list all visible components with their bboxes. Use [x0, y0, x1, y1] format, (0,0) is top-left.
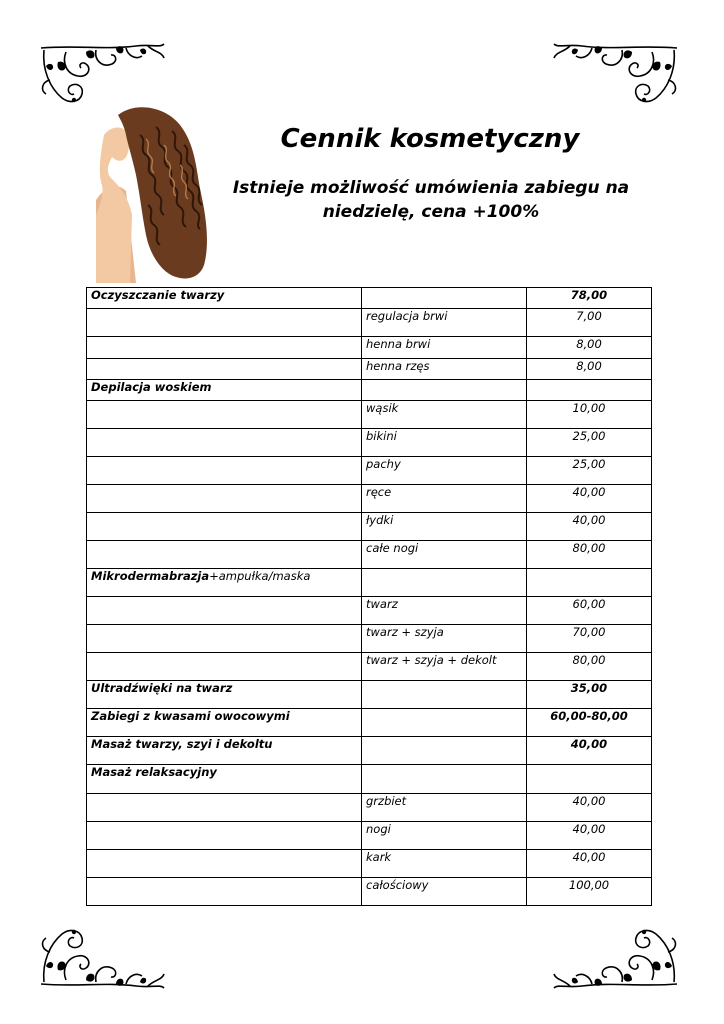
- service-cell: całościowy: [362, 878, 527, 906]
- price-cell: 25,00: [527, 457, 652, 485]
- category-cell: [87, 737, 362, 765]
- service-cell: całe nogi: [362, 541, 527, 569]
- service-cell: pachy: [362, 457, 527, 485]
- price-cell: 40,00: [527, 485, 652, 513]
- woman-curly-hair-portrait: [96, 105, 211, 283]
- category-cell: [87, 681, 362, 709]
- category-cell: [87, 429, 362, 457]
- category-cell: [87, 709, 362, 737]
- service-cell: twarz + szyja + dekolt: [362, 653, 527, 681]
- price-cell: 40,00: [527, 737, 652, 765]
- table-row: [87, 541, 652, 569]
- category-label: Ultradźwięki na twarz: [91, 681, 233, 695]
- service-cell: [362, 380, 527, 401]
- service-cell: [362, 765, 527, 794]
- floral-swirl-icon: [36, 922, 166, 992]
- table-row: [87, 737, 652, 765]
- price-cell: 100,00: [527, 878, 652, 906]
- table-row: [87, 429, 652, 457]
- service-cell: łydki: [362, 513, 527, 541]
- category-cell: [87, 485, 362, 513]
- price-cell: 25,00: [527, 429, 652, 457]
- table-row: [87, 485, 652, 513]
- table-row: [87, 822, 652, 850]
- price-cell: 40,00: [527, 850, 652, 878]
- price-cell: 35,00: [527, 681, 652, 709]
- price-cell: 40,00: [527, 794, 652, 822]
- price-cell: 7,00: [527, 309, 652, 337]
- price-cell: 78,00: [527, 288, 652, 309]
- table-row: [87, 513, 652, 541]
- service-cell: bikini: [362, 429, 527, 457]
- category-cell: [87, 878, 362, 906]
- category-cell: [87, 541, 362, 569]
- category-label: Masaż relaksacyjny: [91, 765, 217, 779]
- price-cell: [527, 380, 652, 401]
- table-row: [87, 850, 652, 878]
- service-cell: ręce: [362, 485, 527, 513]
- category-cell: [87, 794, 362, 822]
- category-cell: [87, 380, 362, 401]
- service-cell: nogi: [362, 822, 527, 850]
- table-row: [87, 380, 652, 401]
- price-cell: 60,00-80,00: [527, 709, 652, 737]
- category-cell: [87, 401, 362, 429]
- price-cell: 70,00: [527, 625, 652, 653]
- service-cell: [362, 288, 527, 309]
- price-cell: 40,00: [527, 822, 652, 850]
- price-cell: 10,00: [527, 401, 652, 429]
- page-subtitle: Istnieje możliwość umówienia zabiegu na niedzielę, cena +100%: [232, 178, 630, 222]
- table-row: [87, 359, 652, 380]
- service-cell: [362, 737, 527, 765]
- price-cell: 8,00: [527, 359, 652, 380]
- price-cell: 80,00: [527, 541, 652, 569]
- service-cell: [362, 569, 527, 597]
- category-cell: [87, 597, 362, 625]
- category-cell: [87, 850, 362, 878]
- table-row: [87, 709, 652, 737]
- table-row: [87, 401, 652, 429]
- category-cell: [87, 309, 362, 337]
- category-label: Masaż twarzy, szyi i dekoltu: [91, 737, 273, 751]
- category-cell: [87, 288, 362, 309]
- service-cell: regulacja brwi: [362, 309, 527, 337]
- table-row: [87, 878, 652, 906]
- price-cell: 80,00: [527, 653, 652, 681]
- price-cell: 8,00: [527, 337, 652, 359]
- price-table: [86, 287, 652, 906]
- category-label: Mikrodermabrazja: [91, 569, 210, 583]
- price-cell: [527, 569, 652, 597]
- table-row: [87, 681, 652, 709]
- service-cell: wąsik: [362, 401, 527, 429]
- service-cell: grzbiet: [362, 794, 527, 822]
- category-cell: [87, 569, 362, 597]
- service-cell: [362, 681, 527, 709]
- table-row: [87, 653, 652, 681]
- category-label: Zabiegi z kwasami owocowymi: [91, 709, 290, 723]
- category-cell: [87, 653, 362, 681]
- floral-swirl-icon: [36, 40, 166, 110]
- table-row: [87, 309, 652, 337]
- price-cell: 60,00: [527, 597, 652, 625]
- table-row: [87, 625, 652, 653]
- category-cell: [87, 457, 362, 485]
- service-cell: henna rzęs: [362, 359, 527, 380]
- category-cell: [87, 513, 362, 541]
- floral-swirl-icon: [552, 40, 682, 110]
- category-cell: [87, 359, 362, 380]
- price-cell: 40,00: [527, 513, 652, 541]
- category-cell: [87, 822, 362, 850]
- table-row: [87, 569, 652, 597]
- service-cell: kark: [362, 850, 527, 878]
- table-row: [87, 794, 652, 822]
- table-row: [87, 597, 652, 625]
- service-cell: [362, 709, 527, 737]
- category-label: Oczyszczanie twarzy: [91, 288, 225, 302]
- page-title: Cennik kosmetyczny: [280, 124, 580, 154]
- service-cell: twarz: [362, 597, 527, 625]
- service-cell: twarz + szyja: [362, 625, 527, 653]
- table-row: [87, 337, 652, 359]
- service-cell: henna brwi: [362, 337, 527, 359]
- floral-swirl-icon: [552, 922, 682, 992]
- table-row: [87, 457, 652, 485]
- category-label: Depilacja woskiem: [91, 380, 212, 394]
- price-cell: [527, 765, 652, 794]
- table-row: [87, 765, 652, 794]
- table-row: [87, 288, 652, 309]
- category-cell: [87, 765, 362, 794]
- category-cell: [87, 625, 362, 653]
- category-cell: [87, 337, 362, 359]
- category-suffix: +ampułka/maska: [209, 569, 311, 583]
